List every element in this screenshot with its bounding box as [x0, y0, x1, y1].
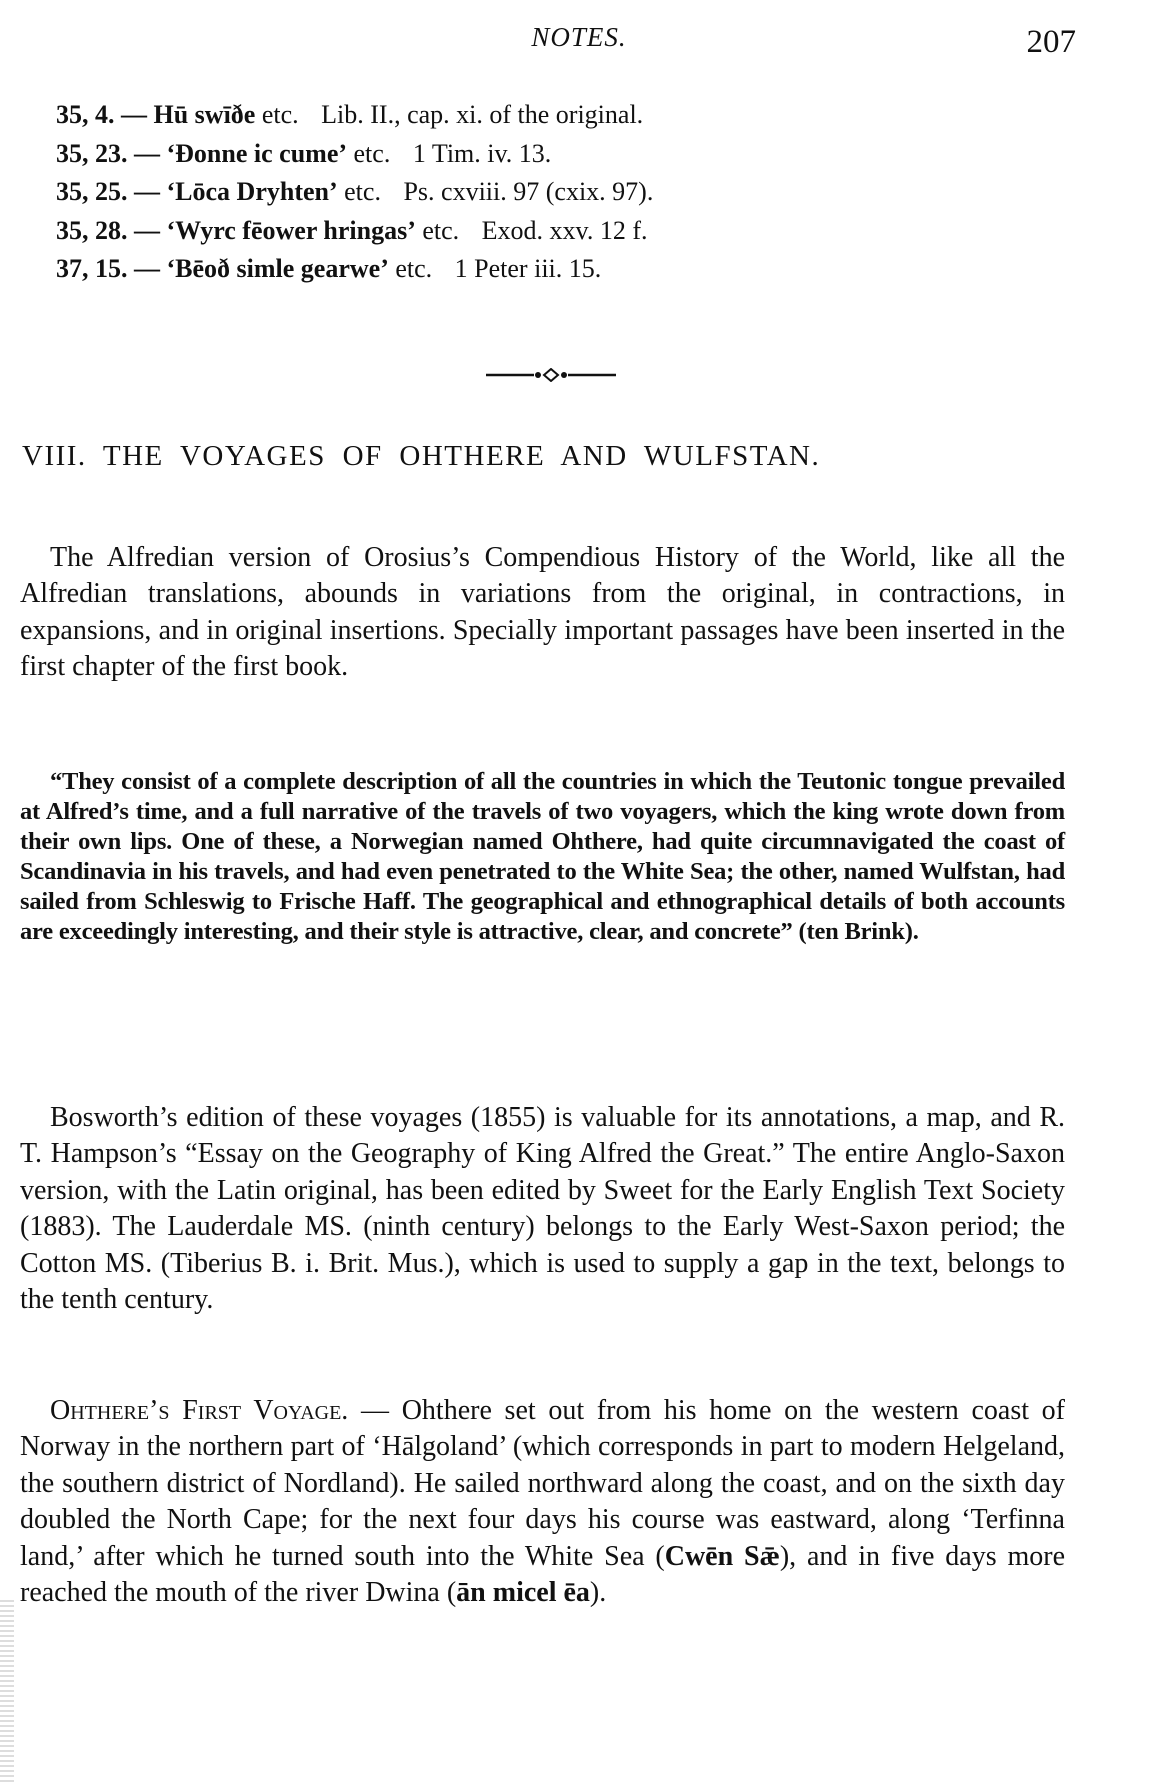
note-etc: etc.: [395, 254, 433, 283]
note-entry: [56, 96, 1056, 135]
note-dash: —: [134, 215, 160, 245]
note-entry: [56, 250, 1056, 289]
note-ref: 35, 4.: [56, 100, 115, 129]
note-ref: 37, 15.: [56, 254, 128, 283]
note-source: 1 Peter iii. 15.: [454, 254, 602, 283]
first-voyage-text-a: Ohthere set out from his home on the western coast of Norway in the northern part of ‘Hālgoland’ (which corresponds in part to modern Helgeland, the southern district of Nordland). He sailed northward along the coast, and on the sixth day doubled the North Cape; for the next four days his course was eastward, along ‘Terfinna land,’ after which he turned south into the White Sea (: [20, 1395, 1066, 1572]
note-ref: 35, 23.: [56, 138, 128, 168]
note-etc: etc.: [261, 100, 299, 129]
ten-brink-quotation: “They consist of a complete description of all the countries in which the Teutonic tongue prevailed at Alfred’s time, and a full narrative of the travels of two voyagers, which the king wrote down from their own lips. One of these, a Norwegian named Ohthere, had quite circumnavigated the coast of Scandinavia in his travels, and had even penetrated to the White Sea; the other, named Wulfstan, had sailed from Schleswig to Frische Haff. The geographical and ethnographical details of both accounts are exceedingly interesting, and their style is attractive, clear, and concrete” (ten Brink).: [20, 767, 1065, 945]
note-phrase: Hū swīðe: [153, 100, 256, 129]
first-voyage-lead: Ohthere’s First Voyage.: [50, 1395, 349, 1426]
section-heading: VIII. THE VOYAGES OF OHTHERE AND WULFSTAN.: [22, 440, 821, 472]
note-phrase: ‘Đonne ic cume’: [166, 138, 348, 168]
running-head-title: NOTES.: [531, 22, 627, 52]
note-dash: —: [134, 177, 160, 206]
note-etc: etc.: [344, 177, 381, 206]
note-entry: [56, 212, 1056, 251]
first-voyage-text-c: ).: [589, 1577, 607, 1609]
note-phrase: ‘Bēoð simle gearwe’: [166, 254, 389, 283]
note-source: Lib. II., cap. xi. of the original.: [321, 100, 644, 129]
first-voyage-paragraph: [20, 1393, 1065, 1611]
note-dash: —: [121, 100, 147, 129]
notes-list: [56, 96, 1056, 289]
intro-paragraph: The Alfredian version of Orosius’s Compendious History of the World, like all the Alfredian translations, abounds in variations from the original, in contractions, in expansions, and in original insertions. Specially important passages have been inserted in the first chapter of the first book.: [20, 542, 1065, 683]
note-dash: —: [134, 254, 160, 283]
note-phrase: ‘Wyrc fēower hringas’: [166, 215, 416, 245]
note-phrase: ‘Lōca Dryhten’: [166, 177, 338, 206]
note-dash: —: [134, 138, 160, 168]
first-voyage-dash: —: [348, 1395, 402, 1426]
old-english-term-an-micel-ea: ān micel ēa: [456, 1577, 590, 1609]
note-source: Ps. cxviii. 97 (cxix. 97).: [403, 177, 654, 206]
note-ref: 35, 28.: [56, 215, 128, 245]
note-source: Exod. xxv. 12 f.: [481, 215, 648, 245]
note-etc: etc.: [353, 138, 391, 168]
page-number: 207: [1026, 24, 1076, 60]
scan-edge-noise: [0, 1600, 14, 1782]
old-english-term-cwen-sae: Cwēn Sǣ: [664, 1540, 780, 1572]
first-voyage-text-b: ), and in five days more reached the mouth of the river Dwina (: [20, 1540, 1065, 1609]
running-head: [0, 18, 1158, 58]
editions-paragraph: Bosworth’s edition of these voyages (1855) is valuable for its annotations, a map, and R. T. Hampson’s “Essay on the Geography of King Alfred the Great.” The entire Anglo-Saxon version, with the Latin original, has been edited by Sweet for the Early English Text Society (1883). The Lauderdale MS. (ninth century) belongs to the Early West-Saxon period; the Cotton MS. (Tiberius B. i. Brit. Mus.), which is used to supply a gap in the text, belongs to the tenth century.: [20, 1102, 1065, 1316]
section-divider-ornament: [486, 368, 616, 382]
note-entry: [56, 135, 1056, 174]
note-etc: etc.: [422, 215, 460, 245]
note-ref: 35, 25.: [56, 177, 128, 206]
note-source: 1 Tim. iv. 13.: [412, 138, 552, 168]
note-entry: [56, 173, 1056, 212]
